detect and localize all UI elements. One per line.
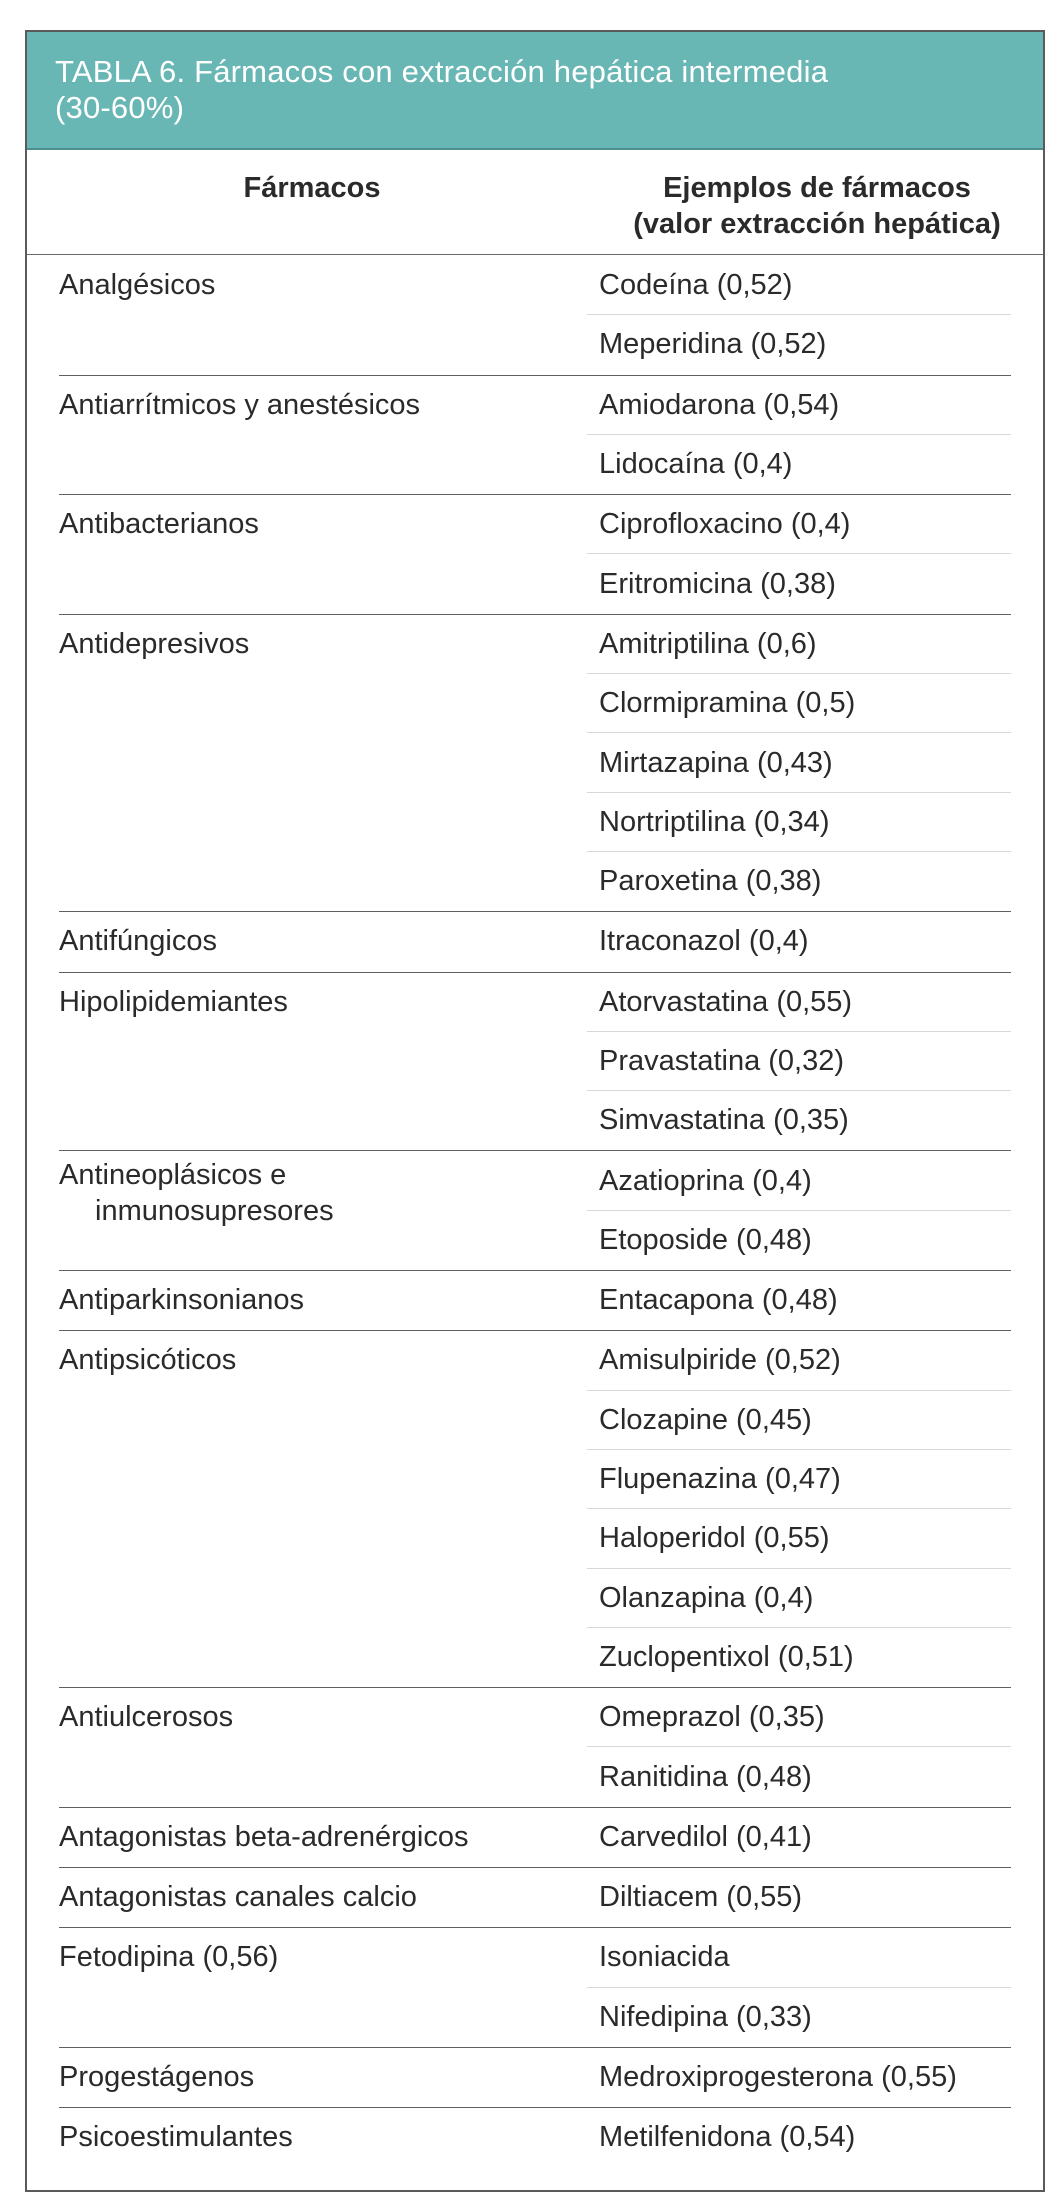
table-group [27,614,1043,911]
table-row [27,1091,1043,1150]
drug-cell: Pravastatina (0,32) [599,1045,845,1077]
drug-cell: Amitriptilina (0,6) [599,627,817,660]
category-cell [27,269,587,302]
table-group [27,1270,1043,1330]
table-title: TABLA 6. Fármacos con extracción hepática intermedia [55,54,829,89]
category-cell [27,628,587,661]
drug-cell: Haloperidol (0,55) [599,1522,830,1555]
drug-cell: Meperidina (0,52) [599,328,827,361]
table-row [27,1928,1043,1987]
table-row [27,1391,1043,1450]
table-group [27,494,1043,614]
category-label: Analgésicos [59,269,216,302]
table-row [27,495,1043,554]
category-cell [27,1821,587,1854]
drug-cell: Medroxiprogesterona (0,55) [599,2061,957,2094]
table-row [27,2108,1043,2167]
drug-cell: Amisulpiride (0,52) [599,1344,841,1377]
category-cell [27,389,587,422]
table-body [27,255,1043,2168]
table-row [27,1509,1043,1568]
category-label: Progestágenos [59,2061,255,2094]
drug-cell: Zuclopentixol (0,51) [599,1640,854,1673]
table-title-bar [27,32,1043,150]
drug-cell: Isoniacida [599,1941,730,1974]
table-row [27,554,1043,613]
drug-cell: Ciprofloxacino (0,4) [599,508,851,541]
category-label: Antibacterianos [59,508,259,541]
table-row [27,615,1043,674]
drug-cell: Diltiacem (0,55) [599,1881,803,1914]
category-label: Antidepresivos [59,627,250,660]
table-row [27,1868,1043,1927]
table-row [27,973,1043,1032]
drug-cell: Paroxetina (0,38) [599,865,822,898]
drug-cell: Codeína (0,52) [599,269,793,302]
category-cell [27,1284,587,1317]
category-label: Hipolipidemiantes [59,985,288,1018]
table-row [27,1988,1043,2047]
table-row [27,1688,1043,1747]
drug-cell: Mirtazapina (0,43) [599,746,833,779]
drug-cell: Clozapine (0,45) [599,1403,812,1436]
column-headers [27,150,1043,255]
table-group [27,1150,1043,1270]
category-cell [27,986,587,1019]
table-row [27,1569,1043,1628]
category-cell [27,2061,587,2094]
table-group [27,1867,1043,1927]
header-farmacos: Fármacos [243,172,381,204]
table-group [27,2107,1043,2167]
category-label-line2: inmunosupresores [95,1195,334,1228]
drug-cell: Atorvastatina (0,55) [599,985,853,1018]
table-group [27,972,1043,1151]
table-row [27,1032,1043,1091]
category-label: Antiulcerosos [59,1701,234,1734]
table-row [27,912,1043,971]
drug-cell: Ranitidina (0,48) [599,1760,812,1793]
drug-cell: Azatioprina (0,4) [599,1164,812,1197]
category-label: Antifúngicos [59,925,217,958]
drug-cell: Etoposide (0,48) [599,1223,812,1256]
table-row [27,2048,1043,2107]
table-group [27,255,1043,375]
drug-cell: Omeprazol (0,35) [599,1701,825,1734]
category-cell [27,2121,587,2154]
drug-cell: Eritromicina (0,38) [599,567,836,600]
category-label: Antiparkinsonianos [59,1284,305,1317]
table-row [27,674,1043,733]
table-row [27,1211,1043,1270]
drug-cell: Amiodarona (0,54) [599,388,840,421]
table-title-range: (30-60%) [55,90,185,125]
category-cell [27,925,587,958]
table-group [27,911,1043,971]
table-group [27,2047,1043,2107]
drug-table [25,30,1045,2192]
drug-cell: Itraconazol (0,4) [599,925,809,958]
header-ejemplos-line1: Ejemplos de fármacos [663,172,971,204]
drug-cell: Carvedilol (0,41) [599,1820,812,1853]
category-cell [27,1941,587,1974]
header-ejemplos-line2: (valor extracción hepática) [633,208,1001,240]
table-row [27,1628,1043,1687]
table-row [27,1271,1043,1330]
drug-cell: Entacapona (0,48) [599,1284,838,1317]
category-label: Antagonistas beta-adrenérgicos [59,1820,469,1853]
category-label: Antineoplásicos e [59,1159,287,1192]
table-group [27,1927,1043,2047]
category-cell [27,1701,587,1734]
category-cell [27,508,587,541]
category-cell [27,1344,587,1377]
table-group [27,1330,1043,1687]
table-row [27,376,1043,435]
drug-cell: Metilfenidona (0,54) [599,2121,856,2154]
table-row [27,1450,1043,1509]
drug-cell: Nifedipina (0,33) [599,2000,812,2033]
table-group [27,1807,1043,1867]
table-row [27,1331,1043,1390]
category-label: Antagonistas canales calcio [59,1881,417,1914]
drug-cell: Clormipramina (0,5) [599,687,856,720]
category-label: Psicoestimulantes [59,2121,293,2154]
table-row [27,733,1043,792]
category-cell [27,1881,587,1914]
header-ejemplos [587,170,1047,242]
table-group [27,375,1043,495]
drug-cell: Lidocaína (0,4) [599,448,793,481]
category-label: Antiarrítmicos y anestésicos [59,388,421,421]
table-row [27,315,1043,374]
table-group [27,1687,1043,1807]
drug-cell: Olanzapina (0,4) [599,1581,814,1614]
drug-cell: Nortriptilina (0,34) [599,805,830,838]
table-row [27,1808,1043,1867]
table-row [27,793,1043,852]
category-label: Fetodipina (0,56) [59,1941,279,1974]
drug-cell: Flupenazina (0,47) [599,1463,841,1496]
table-row [27,1747,1043,1806]
table-row [27,1151,1043,1228]
table-row [27,256,1043,315]
table-row [27,852,1043,911]
table-row [27,435,1043,494]
drug-cell: Simvastatina (0,35) [599,1104,849,1137]
category-label: Antipsicóticos [59,1344,237,1377]
